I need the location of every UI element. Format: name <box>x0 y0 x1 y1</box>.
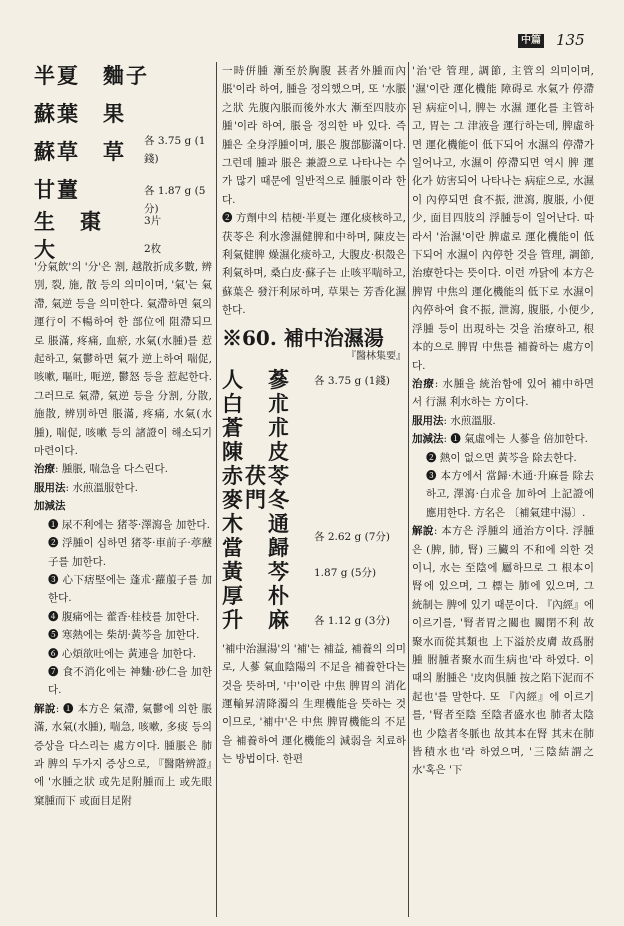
column-3 <box>412 62 594 780</box>
list-item: ❷ 浮腫이 심하면 猪苓·車前子·葶藶子를 加한다. <box>48 537 212 568</box>
paragraph: '治'란 管理, 調節, 主管의 의미이며, '濕'이란 運化機能 障碍로 水氣가 停滯된 病症이니, 脾는 水濕 運化를 主管하고, 胃는 그 津液을 運行하는데, 脾虛하면 運化機能이 低下되어 水濕의 停滯가 일어나고, 水濕이 停滯되면 역시 脾 運化가 妨害되어 나타나는 病症으로, 水濕이 內停되면 食不振, 泄瀉, 腹脹, 小便少, 面目四肢의 浮腫등이 일어난다. 따라서 '治濕'이란 脾虛로 運化機能이 低下되어 水濕이 內停한 것을 管理, 調節, 治療한다는 뜻이다. 이런 까닭에 本方은 脾胃 中焦의 運化機能의 低下로 水濕이 內停하여 食不振, 泄瀉, 腹脹, 小便少, 浮腫 등이 出現하는 것을 治療하고, 根本的으로 脾胃 中焦를 補養하는 處方이다. <box>412 65 594 372</box>
column-1 <box>34 62 212 810</box>
dose: 各 3.75 g (1錢) <box>144 135 206 166</box>
section-title: 補中治濕湯 <box>283 325 384 350</box>
herb-line: 蘇葉 果 <box>34 101 126 126</box>
dose: 各 1.87 g (5分) <box>144 185 206 216</box>
label: 服用法 <box>412 414 444 427</box>
text: : 本方은 浮腫의 通治方이다. 浮腫은 (脾, 肺, 腎) 三臟의 不和에 의한 것이니, 水는 至陰에 屬하므로 그 根本이 腎에 있으며, 그 標는 肺에 있으며, 그 統制는 脾에 있기 때문이다. 『內經』에 이르기를, '腎者胃之關也 關閉不利 故聚水而從其類也 上下溢於皮膚 故爲胕腫 胕腫者聚水而生病也'라 하였다. 이때의 胕腫은 '皮肉俱腫 按之陷下泥而不起也'를 말한다. 또 『內經』에 이르기를, '腎者至陰 至陰者盛水也 肺者太陰也 少陰者冬脈也 故其本在腎 其末在肺 皆積水也'라 하였으며, '三陰結謂之水'혹은 '下 <box>412 525 594 777</box>
page-header <box>518 32 598 52</box>
paragraph: 一時倂腫 漸至於胸腹 甚者外腫而內脹'이라 하여, 腫을 정의했으며, 또 '水脹之狀 先腹內脹而後外水大 漸至四肢亦腫'이라 하여, 脹을 정의한 바 있다. 즉 腫은 全身浮腫이며, 脹은 腹部膨滿이다. 그런데 腫과 脹은 兼證으로 나타나는 수가 많기 때문에 일반적으로 腫脹이라 한다. <box>222 65 406 206</box>
herb-line: 人 蔘 <box>222 366 291 392</box>
text: : ❶ 本方은 氣滯, 氣鬱에 의한 脹滿, 水氣(水腫), 喘急, 咳嗽, 多痰 등의 증상을 다스리는 處方이다. 腫脹은 肺과 脾의 두가지 증상으로, 『醫階辨證』에 '水腫之狀 或先足附腫而上 或先眼窠腫而下 或面目足附 <box>34 702 212 807</box>
list-item: ❸ 本方에서 當歸·木通·升麻를 除去하고, 澤瀉·白朮을 加하여 上記證에 應用한다. 方名은 〔補氣建中湯〕. <box>426 469 594 519</box>
herb-line: 木 通 <box>222 510 291 536</box>
list-item: ❷ 熱이 없으면 黃芩을 除去한다. <box>426 451 577 464</box>
herb-line: 升 麻 <box>222 606 291 632</box>
text: : 水煎溫服한다. <box>65 481 138 494</box>
herb-line: 白 朮 <box>222 390 291 416</box>
source-citation: 『醫林集要』 <box>346 350 406 362</box>
column-2 <box>222 62 406 769</box>
prescription-block-2 <box>222 368 406 640</box>
herb-line: 蘇草 草 <box>34 139 126 164</box>
herb-line: 赤茯苓 <box>222 462 291 488</box>
section-heading <box>222 326 406 350</box>
label: 治療 <box>412 377 435 390</box>
text: : ❶ 氣虛에는 人蔘을 倍加한다. <box>443 433 588 446</box>
page-number: 135 <box>556 31 585 49</box>
text: : 水煎溫服. <box>443 414 496 427</box>
label: 服用法 <box>34 481 66 494</box>
list-item: ❺ 寒熱에는 柴胡·黃芩을 加한다. <box>48 629 200 642</box>
paragraph: '補中治濕湯'의 '補'는 補益, 補養의 의미로, 人蔘 氣血陰陽의 不足을 補養한다는 것을 뜻하며, '中'이란 中焦 脾胃의 消化 運輸昇清降濁의 生理機能을 뜻하는 것이므로, '補中'은 中焦 脾胃機能의 不足을 補養하여 運化機能의 減弱을 치료하는 방법이다. 한편 <box>222 642 406 766</box>
herb-line: 當 歸 <box>222 534 291 560</box>
herb-line: 麥門冬 <box>222 486 291 512</box>
section-number: ※60. <box>222 325 277 350</box>
herb-line: 大 <box>34 237 57 262</box>
list-item: ❸ 心下痞堅에는 蓬朮·蘿菔子를 加한다. <box>48 573 212 605</box>
paragraph: '分氣飲'의 '分'은 割, 越散折成多數, 辨別, 裂, 施, 散 등의 의미이며, '氣'는 氣滯, 氣逆 등을 의미한다. 氣滯하면 氣의 運行이 不暢하여 한 部位에 阻滯되므로 脹滿, 疼痛, 血瘀, 水氣(水腫)를 惹起하고, 氣鬱하면 氣가 逆上하여 喘促, 咳嗽, 嘔吐, 呃逆, 鬱怒 등을 惹起한다. 그러므로 氣滯, 氣逆 등을 分割, 分散, 施散, 辨別하면 脹滿, 疼痛, 水氣(水腫), 喘促, 咳嗽 등의 諸證이 해소되기 마련이다. <box>34 261 212 458</box>
label: 解說 <box>34 702 56 715</box>
dose: 各 1.12 g (3分) <box>314 614 390 627</box>
label: 解說 <box>412 525 434 538</box>
label: 加減法 <box>34 500 66 513</box>
dose: 各 2.62 g (7分) <box>314 530 390 543</box>
text: : 腫脹, 喘急을 다스린다. <box>55 463 168 476</box>
section-badge: 中篇 <box>518 34 544 48</box>
dose: 2枚 <box>144 243 162 255</box>
text: : 水腫을 統治함에 있어 補中하면서 行濕 利水하는 方이다. <box>412 377 594 409</box>
list-item: ❻ 心煩欲吐에는 黃連을 加한다. <box>48 647 197 660</box>
herb-line: 厚 朴 <box>222 582 291 608</box>
label: 治療 <box>34 463 55 476</box>
dose: 3片 <box>144 215 162 227</box>
dose: 1.87 g (5分) <box>314 566 377 579</box>
prescription-block-1 <box>34 62 212 262</box>
list-item: ❶ 尿不利에는 猪苓·澤瀉을 加한다. <box>48 518 210 531</box>
list-item: ❼ 食不消化에는 神麯·砂仁을 加한다. <box>48 665 212 697</box>
herb-line: 半夏 麯子 <box>34 63 149 88</box>
herb-line: 陳 皮 <box>222 438 291 464</box>
paragraph: ❷ 方劑中의 桔梗·半夏는 運化痰核하고, 茯苓은 利水滲濕健脾和中하며, 陳皮는 利氣健脾 燥濕化痰하고, 大腹皮·枳殼은 利氣하며, 桑白皮·蘇子는 止咳平喘하고, 蘇葉은 發汗利尿하며, 草果는 芳香化濕한다. <box>222 212 406 317</box>
herb-line: 生 棗 <box>34 209 103 234</box>
dose: 各 3.75 g (1錢) <box>314 374 390 387</box>
list-item: ❹ 腹痛에는 藿香·桂枝를 加한다. <box>48 610 200 623</box>
column-divider <box>408 62 409 917</box>
herb-line: 甘薑 <box>34 177 80 202</box>
herb-line: 黃 芩 <box>222 558 291 584</box>
column-divider <box>216 62 217 917</box>
label: 加減法 <box>412 433 444 446</box>
herb-line: 蒼 朮 <box>222 414 291 440</box>
